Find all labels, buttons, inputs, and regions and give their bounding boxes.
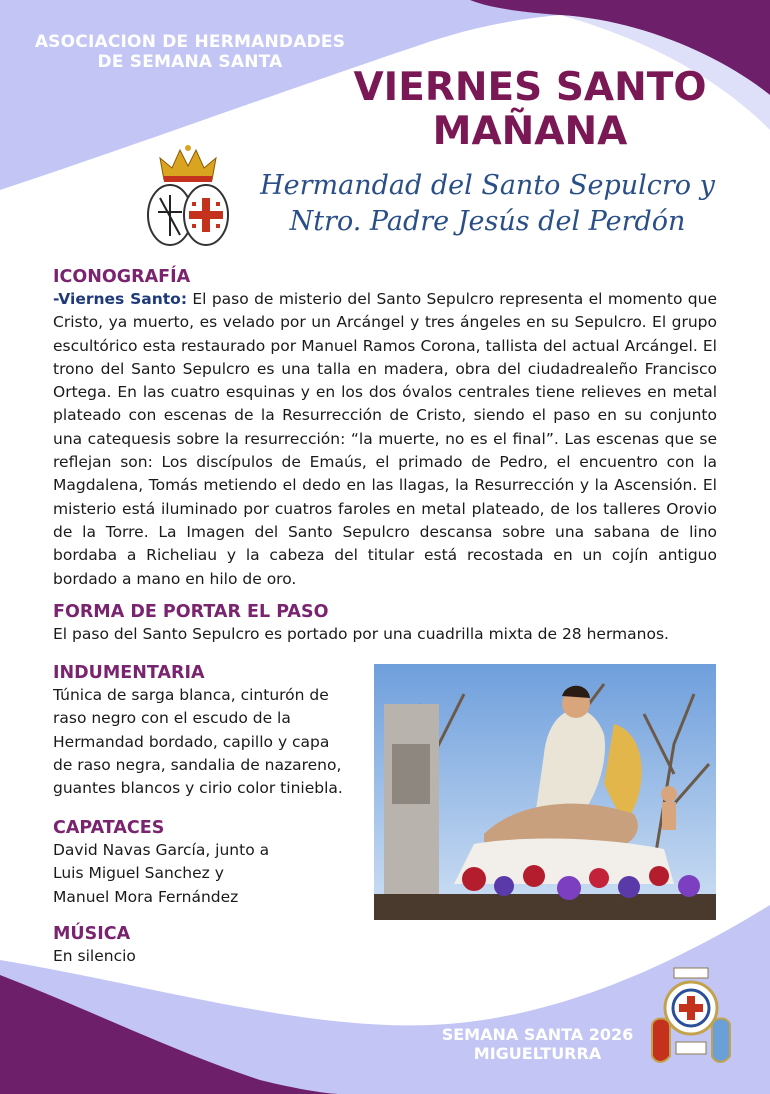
indumentaria-line: Hermandad bordado, capillo y capa <box>53 732 330 751</box>
brotherhood-line-2: Ntro. Padre Jesús del Perdón <box>289 206 686 237</box>
indumentaria-heading: INDUMENTARIA <box>53 663 205 683</box>
iconografia-lead: -Viernes Santo: <box>53 290 188 308</box>
brotherhood-line-1: Hermandad del Santo Sepulcro y <box>260 170 715 201</box>
association-name-text: ASOCIACION DE HERMANDADES DE SEMANA SANTA <box>34 32 346 72</box>
section-iconografia <box>53 266 717 591</box>
brotherhood-name <box>250 168 725 240</box>
procession-photo <box>374 664 716 920</box>
association-emblem-icon <box>646 966 736 1066</box>
footer-line-2: MIGUELTURRA <box>473 1044 602 1063</box>
section-capataces <box>53 817 363 909</box>
page-title <box>335 66 725 154</box>
section-indumentaria <box>53 662 363 800</box>
brotherhood-crest-icon <box>142 140 234 250</box>
iconografia-text <box>53 288 717 591</box>
footer-line-1: SEMANA SANTA 2026 <box>441 1025 634 1044</box>
section-musica <box>53 923 363 968</box>
iconografia-body: El paso de misterio del Santo Sepulcro representa el momento que Cristo, ya muerto, es velado por un Arcángel y tres ángeles en su Sepulcro. El grupo escultórico esta restaurado por Manuel Ramos Corona, tallista del actual Arcángel. El trono del Santo Sepulcro es una talla en madera, obra del ciudadrealeño Francisco Ortega. En las cuatro esquinas y en los dos óvalos centrales tiene relieves en metal plateado con escenas de la Resurrección de Cristo, siendo el paso en su conjunto una catequesis sobre la resurrección: “la muerte, no es el final”. Las escenas que se reflejan son: Los discípulos de Emaús, el primado de Pedro, el encuentro con la Magdalena, Tomás metiendo el dedo en las llagas, la Resurrección y la Ascensión. El misterio está iluminado por cuatros faroles en metal plateado, de los talleres Orovio de la Torre. La Imagen del Santo Sepulcro descansa sobre una sabana de lino bordaba a Richeliau y la cabeza del titular está recostada en un cojín antiguo bordado a mano en hilo de oro. <box>53 290 717 588</box>
capataces-line: Luis Miguel Sanchez y <box>53 864 224 883</box>
association-name <box>20 32 360 72</box>
indumentaria-line: Túnica de sarga blanca, cinturón de <box>53 686 329 704</box>
capataces-heading: CAPATACES <box>53 818 165 838</box>
musica-heading: MÚSICA <box>53 924 131 944</box>
section-forma <box>53 601 717 646</box>
title-line-1: VIERNES SANTO <box>353 65 707 110</box>
forma-heading: FORMA DE PORTAR EL PASO <box>53 602 329 622</box>
footer-event <box>430 1025 645 1063</box>
forma-body: El paso del Santo Sepulcro es portado por una cuadrilla mixta de 28 hermanos. <box>53 625 669 643</box>
title-line-2: MAÑANA <box>432 109 628 154</box>
musica-body: En silencio <box>53 947 136 965</box>
indumentaria-line: de raso negra, sandalia de nazareno, <box>53 755 342 774</box>
indumentaria-line: raso negro con el escudo de la <box>53 709 291 728</box>
indumentaria-line: guantes blancos y cirio color tiniebla. <box>53 779 343 798</box>
iconografia-heading: ICONOGRAFÍA <box>53 267 191 287</box>
capataces-line: David Navas García, junto a <box>53 841 270 859</box>
capataces-line: Manuel Mora Fernández <box>53 887 239 906</box>
